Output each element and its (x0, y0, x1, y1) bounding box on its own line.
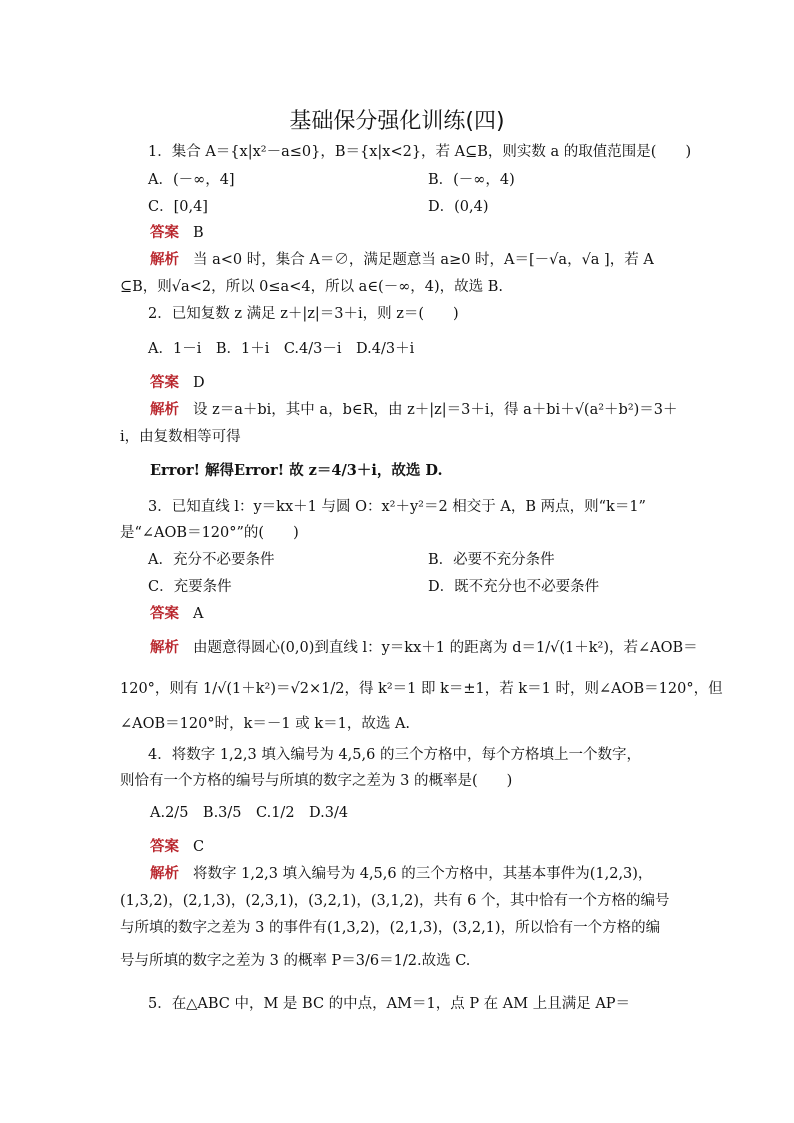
solution-tag: 解析 (150, 402, 179, 418)
answer-value: A (193, 606, 204, 622)
question-5: 5．在△ABC 中，M 是 BC 的中点，AM＝1，点 P 在 AM 上且满足 AP＝ (148, 996, 631, 1012)
question-2: 2．已知复数 z 满足 z＋|z|＝3＋i，则 z＝( ) (148, 306, 459, 322)
q2-solution-line-2: i，由复数相等可得 (120, 429, 241, 445)
answer-tag: 答案 (150, 839, 179, 855)
solution-tag: 解析 (150, 866, 179, 882)
q1-option-b: B．(－∞，4) (428, 172, 515, 188)
q1-solution-line-1 (150, 250, 654, 270)
q1-option-d: D．(0,4) (428, 199, 489, 215)
question-4-line-2: 则恰有一个方格的编号与所填的数字之差为 3 的概率是( ) (120, 773, 513, 789)
q2-answer (150, 373, 205, 393)
q4-solution-line-4: 号与所填的数字之差为 3 的概率 P＝3/6＝1/2.故选 C. (120, 953, 471, 969)
solution-text: 当 a<0 时，集合 A＝∅，满足题意当 a≥0 时，A＝[－√a，√a ]，若 A (193, 252, 654, 268)
q3-solution-line-2: 120°，则有 1/√(1＋k²)＝√2×1/2，得 k²＝1 即 k＝±1，若 k＝1 时，则∠AOB＝120°，但 (120, 681, 723, 697)
answer-value: C (193, 839, 205, 855)
answer-value: B (193, 225, 204, 241)
answer-value: D (193, 375, 205, 391)
q1-option-a: A．(－∞，4] (148, 172, 235, 188)
question-1: 1．集合 A＝{x|x²－a≤0}，B＝{x|x<2}，若 A⊆B，则实数 a 的取值范围是( ) (148, 144, 692, 160)
solution-tag: 解析 (150, 640, 179, 656)
solution-tag: 解析 (150, 252, 179, 268)
q3-solution-line-3: ∠AOB＝120°时，k＝－1 或 k＝1，故选 A. (120, 716, 411, 732)
answer-tag: 答案 (150, 225, 179, 241)
q4-options: A.2/5 B.3/5 C.1/2 D.3/4 (150, 805, 349, 821)
q2-solution-line-1 (150, 400, 678, 420)
q3-option-d: D．既不充分也不必要条件 (428, 579, 600, 595)
q3-option-c: C．充要条件 (148, 579, 232, 595)
q4-answer (150, 837, 204, 857)
q2-options: A．1－i B．1＋i C.4/3－i D.4/3＋i (148, 341, 415, 357)
question-3-line-2: 是“∠AOB＝120°”的( ) (120, 525, 299, 541)
q3-option-b: B．必要不充分条件 (428, 552, 555, 568)
q4-solution-line-2: (1,3,2)，(2,1,3)，(2,3,1)，(3,2,1)，(3,1,2)，共有 6 个，其中恰有一个方格的编号 (120, 893, 670, 909)
q3-option-a: A．充分不必要条件 (148, 552, 275, 568)
q3-answer (150, 604, 203, 624)
answer-tag: 答案 (150, 606, 179, 622)
answer-tag: 答案 (150, 375, 179, 391)
page-title: 基础保分强化训练(四) (289, 109, 505, 134)
q4-solution-line-1 (150, 864, 652, 884)
q1-answer (150, 223, 204, 243)
solution-text: 将数字 1,2,3 填入编号为 4,5,6 的三个方格中，其基本事件为(1,2,3)， (193, 866, 653, 882)
solution-text: 由题意得圆心(0,0)到直线 l：y＝kx＋1 的距离为 d＝1/√(1＋k²)，若∠AOB＝ (193, 640, 698, 656)
solution-text: 设 z＝a＋bi，其中 a，b∈R，由 z＋|z|＝3＋i，得 a＋bi＋√(a²＋b²)＝3＋ (193, 402, 678, 418)
q3-solution-line-1 (150, 638, 698, 658)
question-3-line-1: 3．已知直线 l：y＝kx＋1 与圆 O：x²＋y²＝2 相交于 A，B 两点，则“k＝1” (148, 499, 646, 515)
q2-solution-line-3: Error! 解得Error! 故 z＝4/3＋i，故选 D. (150, 462, 443, 479)
q1-solution-line-2: ⊆B，则√a<2，所以 0≤a<4，所以 a∈(－∞，4)，故选 B. (120, 279, 504, 295)
q1-option-c: C．[0,4] (148, 199, 208, 215)
q4-solution-line-3: 与所填的数字之差为 3 的事件有(1,3,2)，(2,1,3)，(3,2,1)，所以恰有一个方格的编 (120, 920, 661, 936)
question-4-line-1: 4．将数字 1,2,3 填入编号为 4,5,6 的三个方格中，每个方格填上一个数字， (148, 747, 641, 763)
